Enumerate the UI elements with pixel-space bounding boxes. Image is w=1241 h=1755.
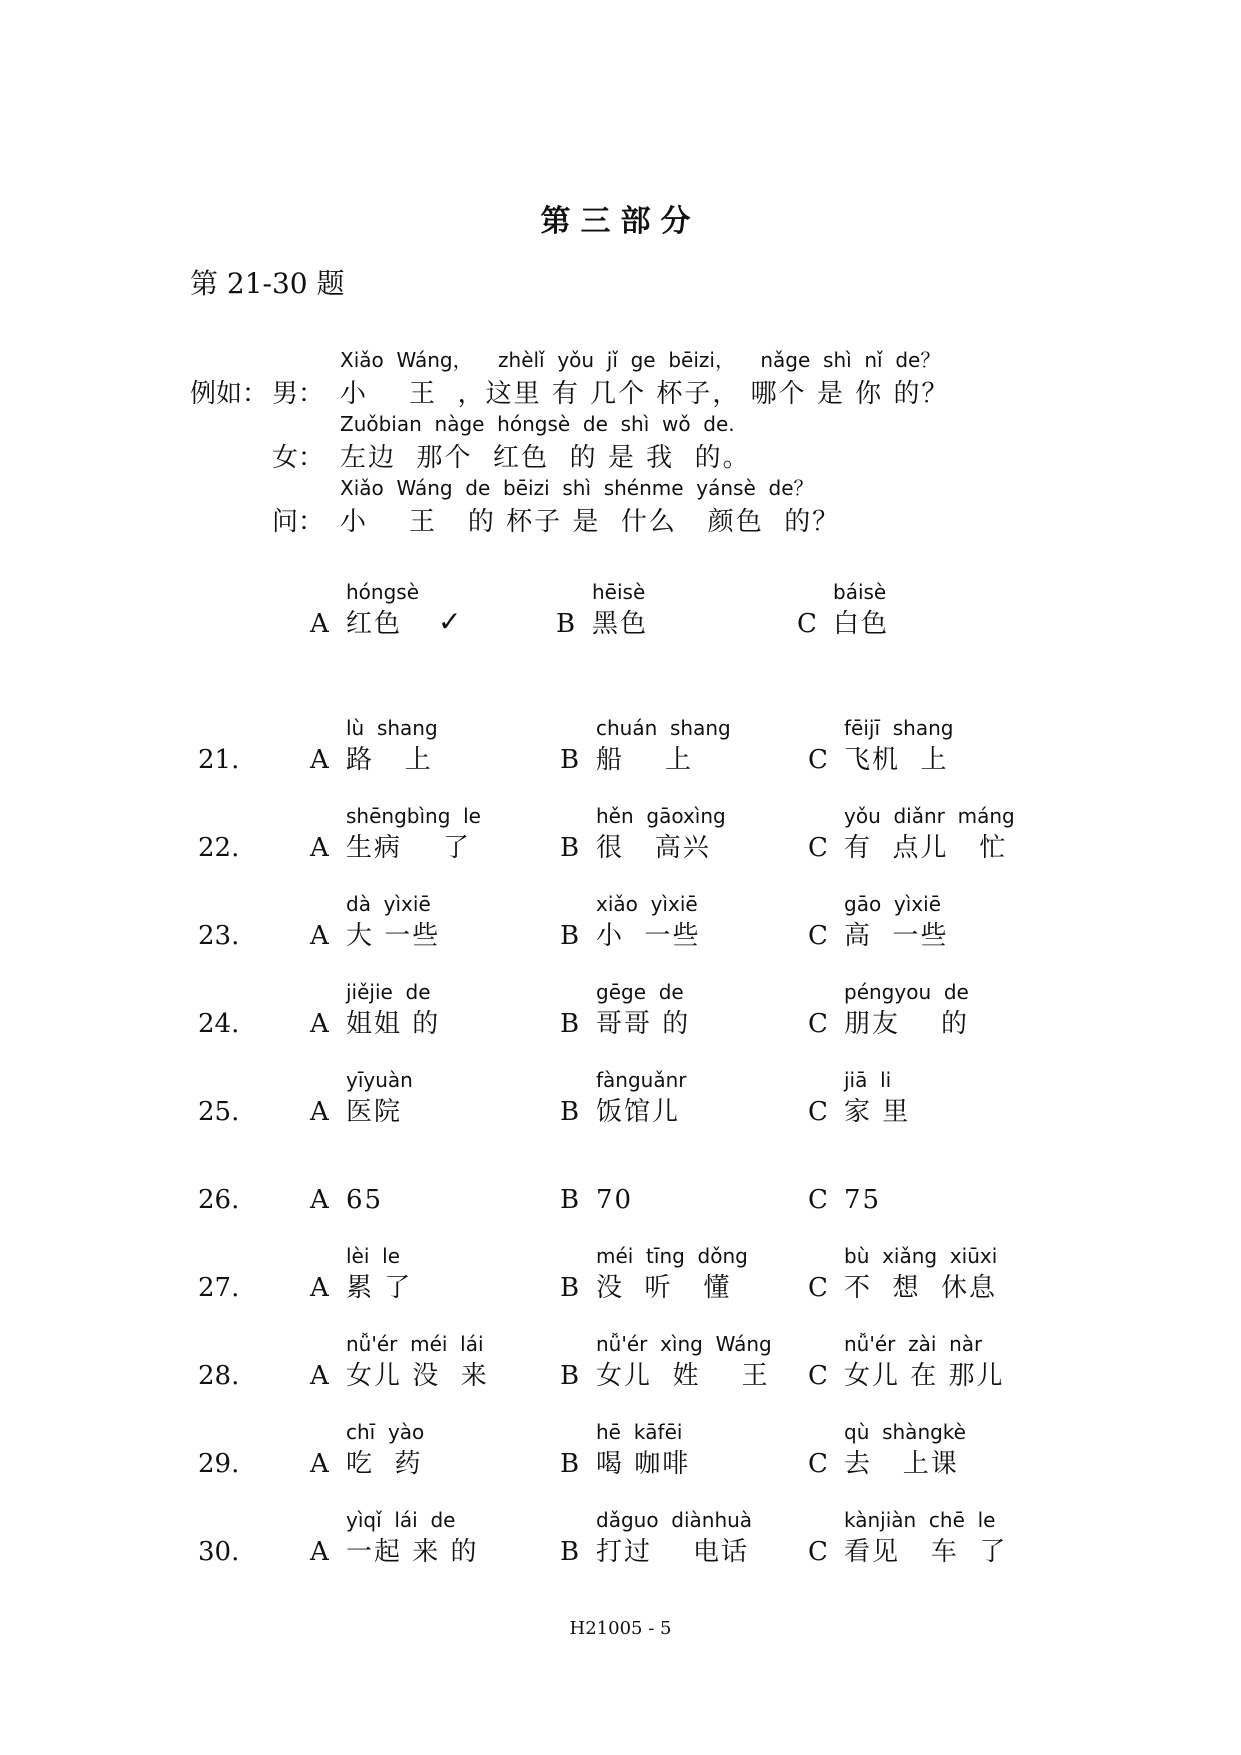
pinyin: hē kāfēi [596,1420,683,1444]
pinyin: chuán shang [596,716,731,740]
option-c [808,976,1048,1042]
pinyin: Xiǎo Wáng de bēizi shì shénme yánsè de？ [340,476,814,500]
option-letter: B [560,833,580,863]
option-letter: B [560,745,580,775]
option-a [310,712,550,778]
pinyin: dǎguo diànhuà [596,1508,753,1532]
hanzi: 女儿 在 那儿 [844,1361,1005,1391]
example-option-c [797,576,1037,642]
option-a [310,1240,550,1306]
pinyin: nǚ'ér xìng Wáng [596,1332,772,1356]
option-c [808,888,1048,954]
question-row [0,800,1241,866]
pinyin: Xiǎo Wáng， zhèlǐ yǒu jǐ ge bēizi， nǎge shì nǐ de？ [340,348,941,372]
pinyin: jiějie de [346,980,431,1004]
hanzi: 姐姐 的 [346,1009,441,1039]
option-c [808,1504,1048,1570]
pinyin: báisè [833,580,887,604]
option-letter: A [310,1185,329,1215]
option-letter: A [310,921,329,951]
option-letter: A [310,1449,329,1479]
section-title: 第三部分 [540,204,701,239]
pinyin: fēijī shang [844,716,954,740]
speaker-man: 男： [272,379,325,409]
option-letter: B [560,1185,580,1215]
hanzi: 去 上课 [844,1449,959,1479]
hanzi: 船 上 [596,745,694,775]
option-c [808,1240,1048,1306]
pinyin: péngyou de [844,980,969,1004]
option-letter: A [310,609,329,639]
question-number: 30. [198,1537,240,1567]
hanzi: 很 高兴 [596,833,711,863]
pinyin: fànguǎnr [596,1068,687,1092]
option-b [560,976,800,1042]
question-row [0,1328,1241,1394]
option-letter: C [808,921,828,951]
example-line-woman [190,412,1090,478]
hanzi: 左边 那个 红色 的 是 我 的。 [340,443,751,473]
hanzi: 没 听 懂 [596,1273,732,1303]
option-letter: C [808,1449,828,1479]
question-row [0,1152,1241,1218]
hanzi: 打过 电话 [596,1537,750,1567]
option-letter: B [560,1273,580,1303]
option-b [560,1152,800,1218]
pinyin: gāo yìxiē [844,892,941,916]
hanzi: 吃 药 [346,1449,423,1479]
pinyin: xiǎo yìxiē [596,892,698,916]
example-line-man [190,348,1090,414]
question-row [0,888,1241,954]
hanzi: 小 王 ，这里 有 几个 杯子， 哪个 是 你 的？ [340,379,950,409]
option-c [808,800,1048,866]
option-b [560,1240,800,1306]
question-number: 27. [198,1273,240,1303]
option-a [310,800,550,866]
hanzi: 白色 [833,609,890,639]
hanzi: 有 点儿 忙 [844,833,1008,863]
option-c [808,1152,1048,1218]
hanzi: 红色 [346,609,403,639]
option-letter: B [560,1449,580,1479]
hanzi: 75 [844,1185,882,1215]
hanzi: 65 [346,1185,384,1215]
hanzi: 飞机 上 [844,745,949,775]
option-b [560,1328,800,1394]
pinyin: jiā li [844,1068,892,1092]
option-c [808,1064,1048,1130]
speaker-question: 问： [272,507,325,537]
option-b [560,800,800,866]
option-letter: C [808,1009,828,1039]
hanzi: 小 一些 [596,921,701,951]
pinyin: dà yìxiē [346,892,431,916]
option-letter: C [808,745,828,775]
option-c [808,1328,1048,1394]
pinyin: hóngsè [346,580,420,604]
pinyin: chī yào [346,1420,425,1444]
option-b [560,1416,800,1482]
hanzi: 朋友 的 [844,1009,970,1039]
hanzi: 看见 车 了 [844,1537,1008,1567]
speaker-woman: 女： [272,443,325,473]
example-label: 例如： [190,379,269,409]
question-row [0,1416,1241,1482]
option-b [560,888,800,954]
question-number: 28. [198,1361,240,1391]
example-line-question [190,476,1090,542]
hanzi: 生病 了 [346,833,472,863]
question-row [0,1240,1241,1306]
pinyin: hēisè [592,580,646,604]
hanzi: 医院 [346,1097,403,1127]
option-letter: A [310,1097,329,1127]
option-a [310,976,550,1042]
hanzi: 饭馆儿 [596,1097,681,1127]
pinyin: lù shang [346,716,438,740]
example-option-a [310,576,550,642]
option-letter: C [808,833,828,863]
question-row [0,712,1241,778]
hanzi: 累 了 [346,1273,413,1303]
pinyin: méi tīng dǒng [596,1244,748,1268]
option-b [560,712,800,778]
example-options [0,576,1241,642]
pinyin: lèi le [346,1244,400,1268]
option-letter: A [310,745,329,775]
example-option-b [556,576,796,642]
question-number: 24. [198,1009,240,1039]
option-letter: C [808,1273,828,1303]
option-b [560,1064,800,1130]
option-letter: A [310,833,329,863]
option-letter: C [797,609,817,639]
pinyin: yīyuàn [346,1068,413,1092]
option-a [310,1152,550,1218]
option-letter: B [560,1009,580,1039]
pinyin: bù xiǎng xiūxi [844,1244,998,1268]
option-c [808,1416,1048,1482]
checkmark-icon: ✓ [438,605,462,638]
option-c [808,712,1048,778]
hanzi: 哥哥 的 [596,1009,691,1039]
option-letter: A [310,1009,329,1039]
option-a [310,1328,550,1394]
option-letter: C [808,1185,828,1215]
question-row [0,1064,1241,1130]
option-letter: C [808,1361,828,1391]
hanzi: 小 王 的 杯子 是 什么 颜色 的？ [340,507,841,537]
option-letter: C [808,1537,828,1567]
pinyin: hěn gāoxìng [596,804,726,828]
hanzi: 一起 来 的 [346,1537,479,1567]
hanzi: 家 里 [844,1097,911,1127]
option-letter: B [560,1361,580,1391]
question-number: 26. [198,1185,240,1215]
option-letter: A [310,1537,329,1567]
pinyin: yìqǐ lái de [346,1508,456,1532]
option-b [560,1504,800,1570]
option-a [310,1504,550,1570]
pinyin: yǒu diǎnr máng [844,804,1015,828]
hanzi: 女儿 姓 王 [596,1361,770,1391]
pinyin: nǚ'ér zài nàr [844,1332,983,1356]
question-row [0,976,1241,1042]
option-letter: A [310,1361,329,1391]
hanzi: 女儿 没 来 [346,1361,489,1391]
question-number: 21. [198,745,240,775]
option-letter: B [556,609,576,639]
question-row [0,1504,1241,1570]
hanzi: 黑色 [592,609,649,639]
pinyin: qù shàngkè [844,1420,966,1444]
question-number: 25. [198,1097,240,1127]
hanzi: 高 一些 [844,921,949,951]
pinyin: kànjiàn chē le [844,1508,996,1532]
pinyin: Zuǒbian nàge hóngsè de shì wǒ de. [340,412,735,436]
hanzi: 大 一些 [346,921,441,951]
option-letter: B [560,921,580,951]
question-number: 22. [198,833,240,863]
option-a [310,888,550,954]
page-footer: H21005 - 5 [569,1618,672,1639]
hanzi: 不 想 休息 [844,1273,998,1303]
hanzi: 路 上 [346,745,433,775]
pinyin: nǚ'ér méi lái [346,1332,484,1356]
option-a [310,1064,550,1130]
pinyin: shēngbìng le [346,804,481,828]
option-letter: B [560,1537,580,1567]
question-range: 第 21-30 题 [190,267,345,300]
pinyin: gēge de [596,980,684,1004]
option-letter: B [560,1097,580,1127]
question-number: 29. [198,1449,240,1479]
question-number: 23. [198,921,240,951]
hanzi: 70 [596,1185,634,1215]
option-letter: C [808,1097,828,1127]
option-a [310,1416,550,1482]
option-letter: A [310,1273,329,1303]
hanzi: 喝 咖啡 [596,1449,691,1479]
